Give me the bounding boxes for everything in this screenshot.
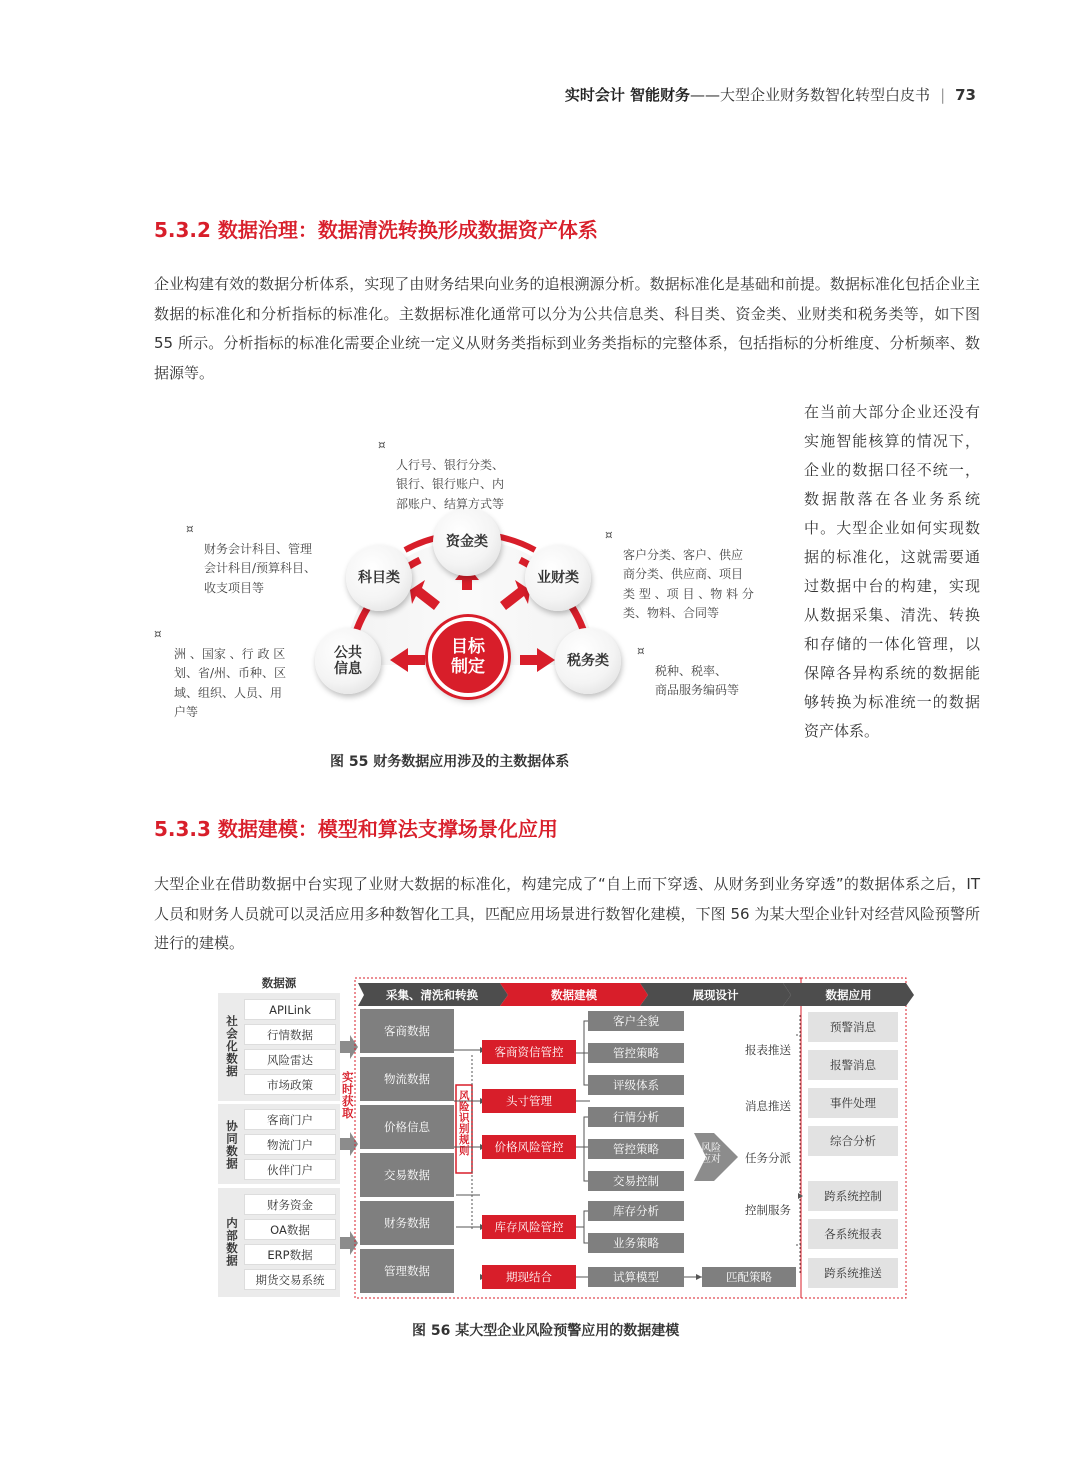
figure-55-caption: 图 55 财务数据应用涉及的主数据体系 <box>330 754 570 770</box>
node-core-target: 目标 制定 <box>428 617 508 697</box>
analysis-item: 交易控制 <box>588 1171 684 1191</box>
app-item: 各系统报表 <box>808 1219 898 1249</box>
risk-response-label: 风险应对 <box>701 1143 721 1165</box>
arrow-internal <box>340 1231 358 1255</box>
node-fund: 资金类 <box>433 508 501 576</box>
analysis-item: 管控策略 <box>588 1139 684 1159</box>
source-item: 行情数据 <box>244 1024 336 1045</box>
app-item: 跨系统控制 <box>808 1181 898 1211</box>
note-bizfin: ¤ 客户分类、客户、供应 商分类、供应商、项目 类 型 、项 目 、物 料 分 类、物料、合同等 <box>605 528 754 620</box>
node-tax: 税务类 <box>555 628 621 694</box>
group-label-collab: 协同数据 <box>225 1120 239 1170</box>
app-item: 报警消息 <box>808 1050 898 1080</box>
analysis-item: 管控策略 <box>588 1043 684 1063</box>
analysis-item: 试算模型 <box>588 1267 684 1287</box>
stage-modeling: 数据建模 <box>551 987 597 1002</box>
action-item: 消息推送 <box>745 1099 791 1113</box>
realtime-label: 实时获取 <box>342 1070 354 1120</box>
analysis-item: 库存分析 <box>588 1201 684 1221</box>
note-public: ¤ 洲 、国家 、行 政 区 划、省/州、币种、区 域、组织、人员、用 户等 <box>154 627 287 719</box>
analysis-item: 客户全貌 <box>588 1011 684 1031</box>
note-subject: ¤ 财务会计科目、管理 会计科目/预算科目、 收支项目等 <box>186 522 317 595</box>
app-item: 预警消息 <box>808 1012 898 1042</box>
source-item: APILink <box>244 999 336 1020</box>
collected-item: 财务数据 <box>360 1201 454 1245</box>
node-subject: 科目类 <box>346 545 412 611</box>
stage-collect: 采集、清洗和转换 <box>386 987 478 1002</box>
app-item: 事件处理 <box>808 1088 898 1118</box>
page-number: 73 <box>955 86 976 104</box>
arrow-social <box>340 1035 358 1059</box>
header-title-rest: ——大型企业财务数智化转型白皮书 <box>690 86 931 104</box>
figure-56-caption: 图 56 某大型企业风险预警应用的数据建模 <box>412 1323 680 1339</box>
rule-label: 风险识别规则 <box>459 1090 470 1157</box>
running-header: 实时会计 智能财务——大型企业财务数智化转型白皮书 | 73 <box>564 86 976 104</box>
match-strategy: 匹配策略 <box>702 1267 796 1287</box>
control-item: 头寸管理 <box>482 1089 576 1113</box>
control-item: 期现结合 <box>482 1265 576 1289</box>
section-heading-533: 5.3.3 数据建模：模型和算法支撑场景化应用 <box>154 817 558 841</box>
action-item: 任务分派 <box>745 1151 791 1165</box>
section-533-paragraph: 大型企业在借助数据中台实现了业财大数据的标准化，构建完成了“自上而下穿透、从财务到业务穿透”的数据体系之后，IT 人员和财务人员就可以灵活应用多种数智化工具，匹配应用场景进行数智化建模，下图 56 为某大型企业针对经营风险预警所进行的建模。 <box>154 875 980 952</box>
data-source-title: 数据源 <box>261 976 297 990</box>
control-item: 价格风险管控 <box>482 1135 576 1159</box>
app-item: 跨系统推送 <box>808 1258 898 1288</box>
source-item: 伙伴门户 <box>244 1159 336 1180</box>
note-fund: ¤ 人行号、银行分类、 银行、银行账户、内 部账户、结算方式等 <box>378 438 505 511</box>
collected-item: 交易数据 <box>360 1153 454 1197</box>
source-item: 市场政策 <box>244 1074 336 1095</box>
analysis-item: 业务策略 <box>588 1233 684 1253</box>
action-item: 报表推送 <box>745 1043 791 1057</box>
source-item: 财务资金 <box>244 1194 336 1215</box>
node-bizfin: 业财类 <box>525 545 591 611</box>
source-item: ERP数据 <box>244 1244 336 1265</box>
group-label-social: 社会化数据 <box>225 1015 239 1078</box>
figure-55 <box>150 430 790 740</box>
source-item: 物流门户 <box>244 1134 336 1155</box>
source-item: 风险雷达 <box>244 1049 336 1070</box>
note-tax: ¤ 税种、税率、 商品服务编码等 <box>637 644 740 697</box>
analysis-item: 行情分析 <box>588 1107 684 1127</box>
group-label-internal: 内部数据 <box>225 1217 239 1267</box>
collected-item: 管理数据 <box>360 1249 454 1293</box>
source-item: OA数据 <box>244 1219 336 1240</box>
control-item: 库存风险管控 <box>482 1215 576 1239</box>
analysis-item: 评级体系 <box>588 1075 684 1095</box>
section-532-paragraph: 企业构建有效的数据分析体系，实现了由财务结果向业务的追根溯源分析。数据标准化是基础和前提。数据标准化包括企业主数据的标准化和分析指标的标准化。主数据标准化通常可以分为公共信息类、科目类、资金类、业财类和税务类等，如下图 55 所示。分析指标的标准化需要企业统一定义从财务类指标到业务类指标的完整体系，包括指标的分析维度、分析频率、数据源等。 <box>154 275 980 382</box>
collected-item: 客商数据 <box>360 1009 454 1053</box>
stage-display: 展现设计 <box>692 987 739 1002</box>
node-public: 公共 信息 <box>315 628 381 694</box>
action-item: 控制服务 <box>745 1203 791 1217</box>
app-item: 综合分析 <box>808 1126 898 1156</box>
stage-apps: 数据应用 <box>825 987 872 1002</box>
source-item: 客商门户 <box>244 1109 336 1130</box>
figure-56 <box>218 975 914 1300</box>
control-item: 客商资信管控 <box>482 1040 576 1064</box>
header-title-bold: 实时会计 智能财务 <box>564 86 691 104</box>
side-paragraph: 在当前大部分企业还没有实施智能核算的情况下，企业的数据口径不统一，数据散落在各业务系统中。大型企业如何实现数据的标准化，这就需要通过数据中台的构建，实现从数据采集、清洗、转换和存储的一体化管理，以保障各异构系统的数据能够转换为标准统一的数据资产体系。 <box>804 403 980 740</box>
collected-item: 物流数据 <box>360 1057 454 1101</box>
section-heading-532: 5.3.2 数据治理：数据清洗转换形成数据资产体系 <box>154 218 598 242</box>
source-item: 期货交易系统 <box>244 1269 336 1290</box>
collected-item: 价格信息 <box>360 1105 454 1149</box>
